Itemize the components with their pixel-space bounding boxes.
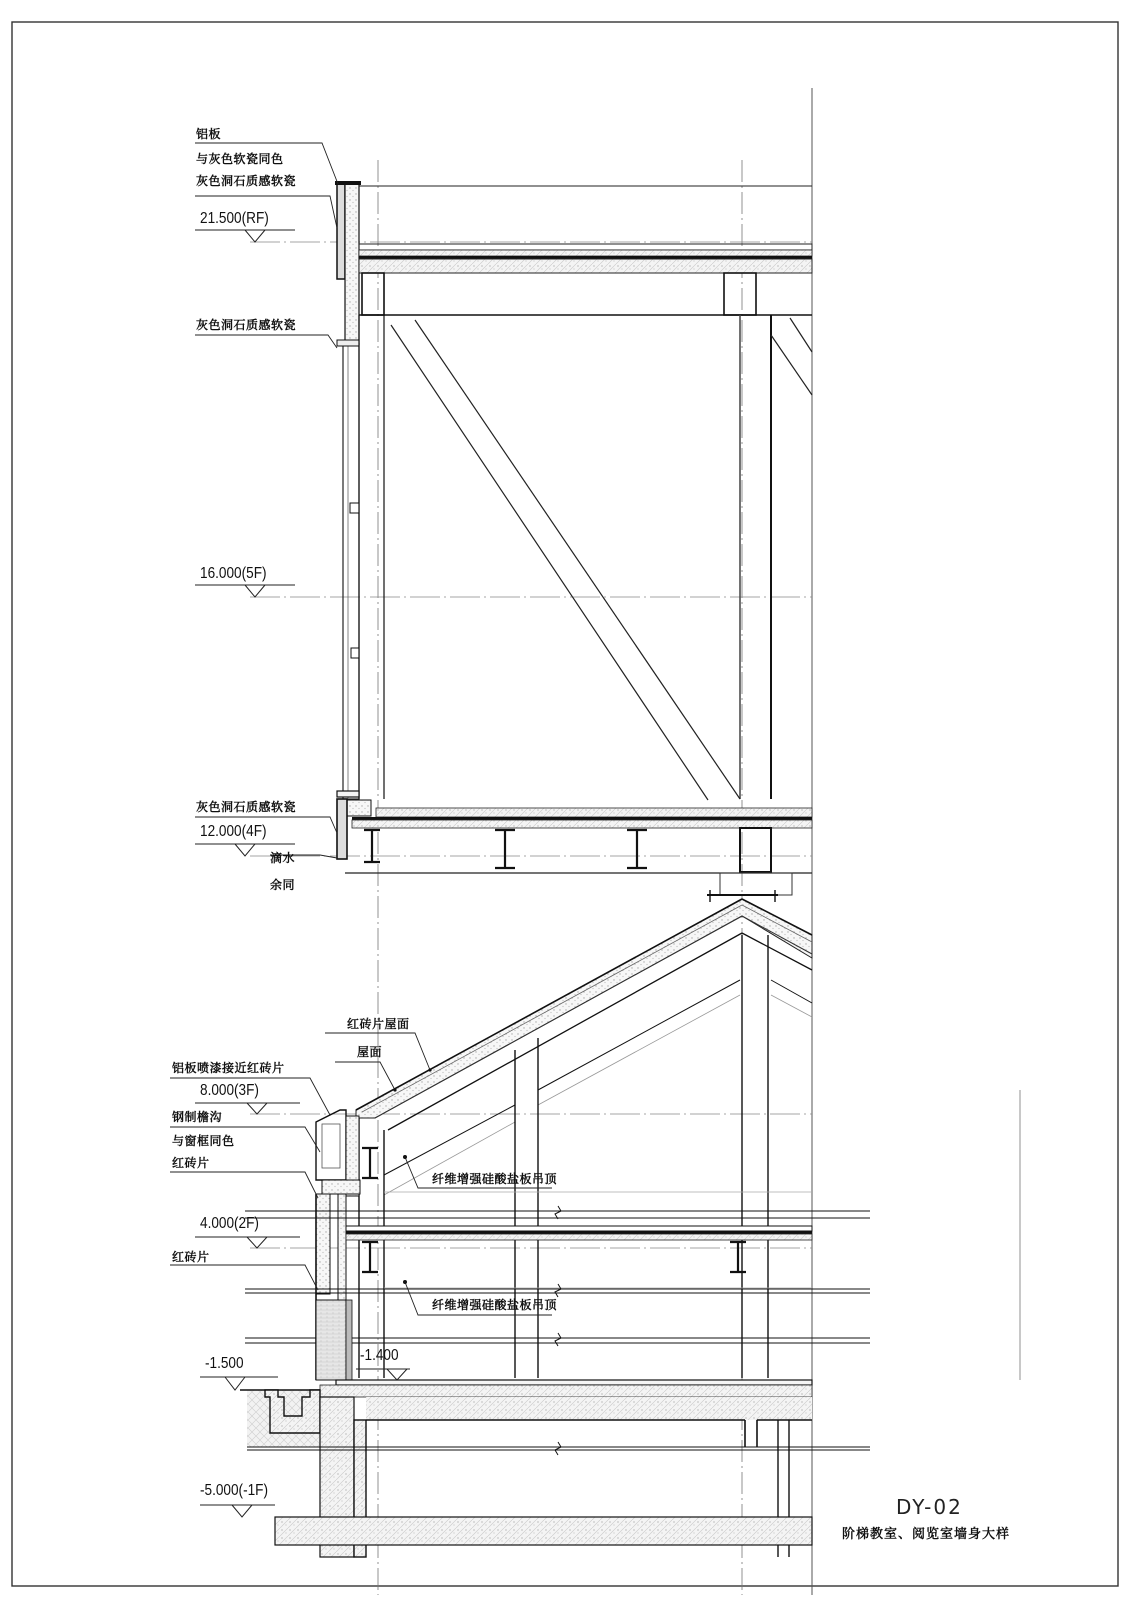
label-gutter-color: 与窗框同色 xyxy=(172,1134,235,1148)
steel-i-beams-4f xyxy=(364,830,647,868)
label-ceiling-2: 纤维增强硅酸盐板吊顶 xyxy=(432,1298,558,1312)
drawing-title: 阶梯教室、阅览室墙身大样 xyxy=(842,1527,1011,1542)
elevation-rf: 21.500(RF) xyxy=(200,210,269,227)
label-drip-note: 余同 xyxy=(270,878,296,892)
elevation-4f: 12.000(4F) xyxy=(200,823,267,840)
label-eave-panel: 铝板喷漆接近红砖片 xyxy=(172,1061,285,1075)
label-gutter: 钢制檐沟 xyxy=(172,1110,223,1124)
label-roof-tile: 红砖片屋面 xyxy=(347,1017,410,1031)
drawing-code: DY-02 xyxy=(896,1495,963,1519)
elevation-interior: -1.400 xyxy=(360,1347,399,1364)
label-travertine-tile: 灰色洞石质感软瓷 xyxy=(196,174,297,188)
elevation-5f: 16.000(5F) xyxy=(200,565,267,582)
elevation-2f: 4.000(2F) xyxy=(200,1215,259,1232)
label-brick-1: 红砖片 xyxy=(172,1156,210,1170)
elevation-grade: -1.500 xyxy=(205,1355,244,1372)
elevation-b1: -5.000(-1F) xyxy=(200,1482,269,1499)
elevation-3f: 8.000(3F) xyxy=(200,1082,259,1099)
label-roof: 屋面 xyxy=(357,1045,383,1059)
pitched-roof xyxy=(356,899,812,1195)
label-drip: 滴水 xyxy=(270,851,296,865)
label-brick-2: 红砖片 xyxy=(172,1250,210,1264)
label-ceiling-1: 纤维增强硅酸盐板吊顶 xyxy=(432,1172,558,1186)
label-aluminum-panel: 铝板 xyxy=(196,127,222,141)
label-upper-cladding: 灰色洞石质感软瓷 xyxy=(196,318,297,332)
label-4f-cladding: 灰色洞石质感软瓷 xyxy=(196,800,297,814)
label-same-color-tile: 与灰色软瓷同色 xyxy=(196,152,284,166)
